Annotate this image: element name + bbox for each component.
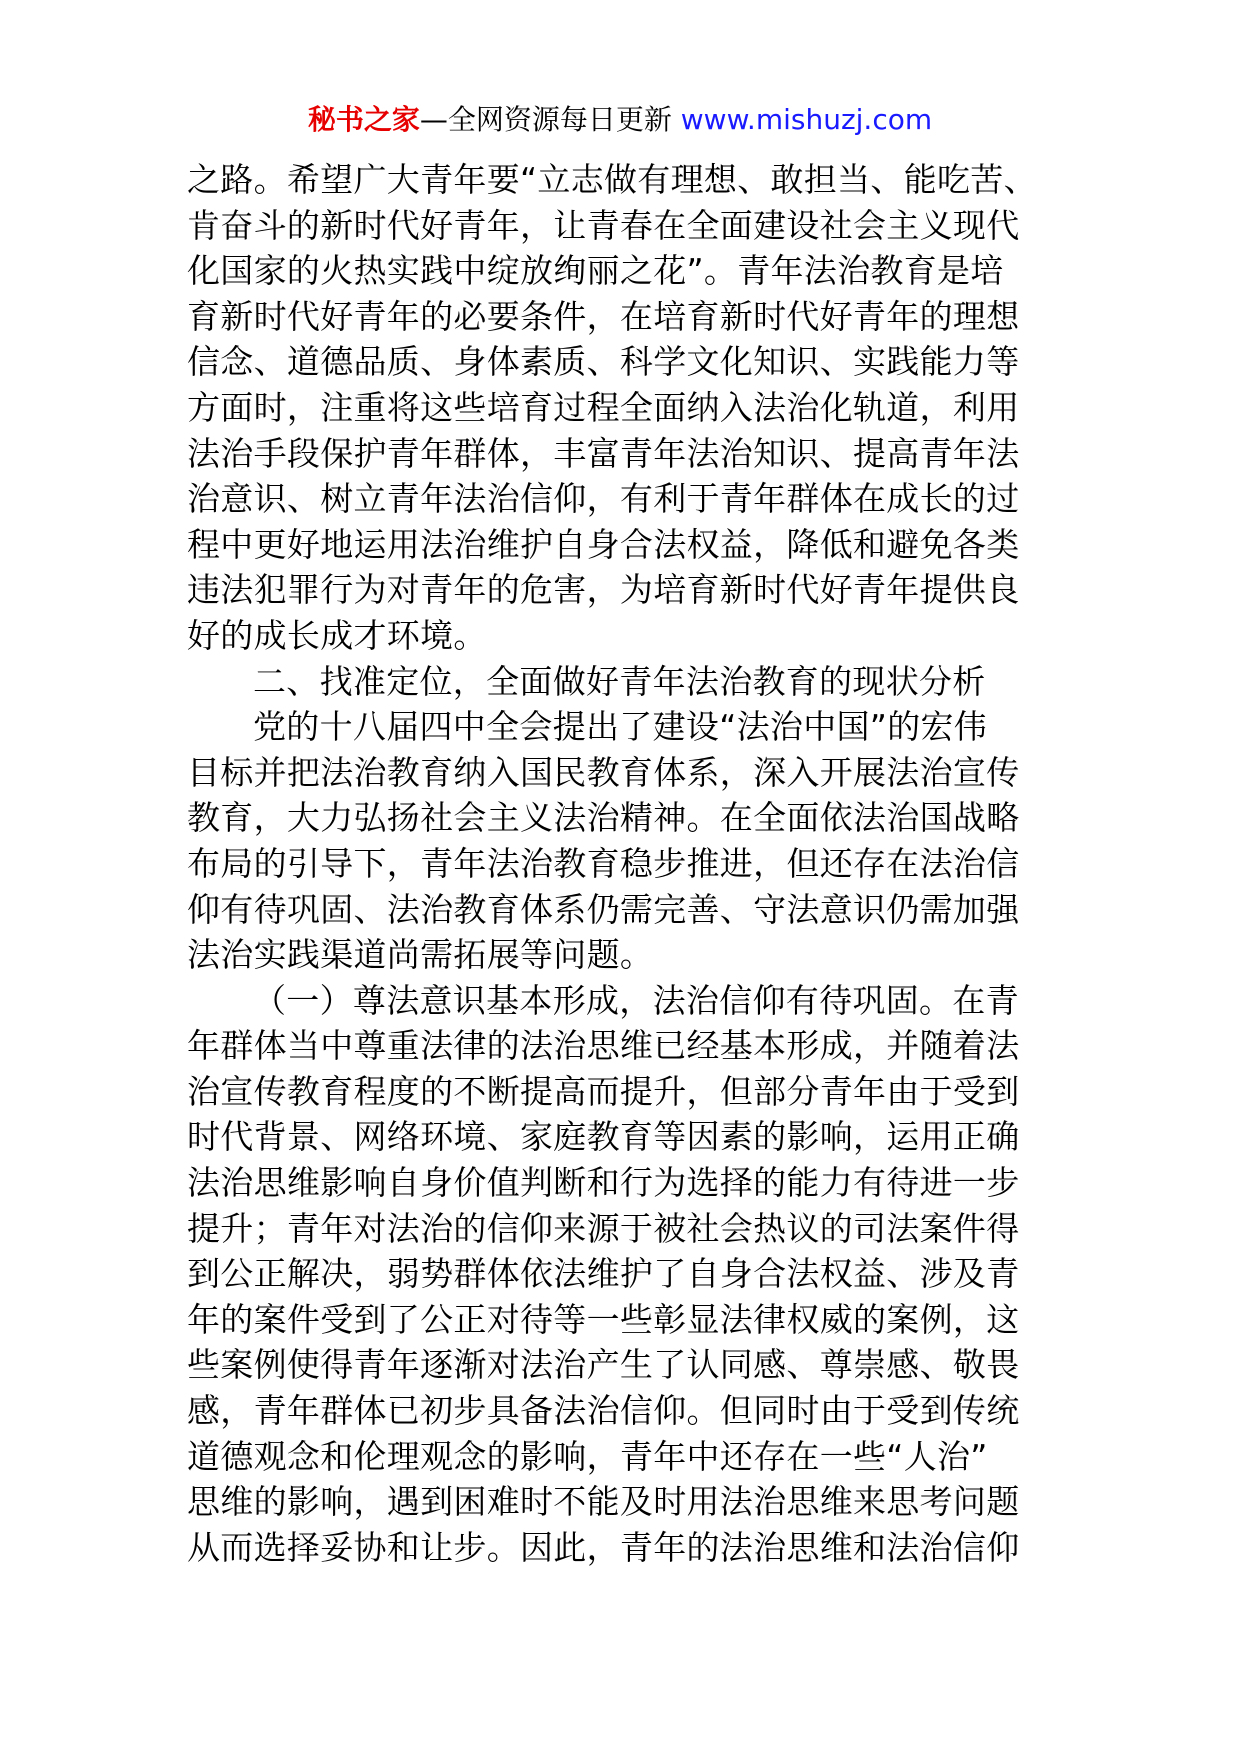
site-url-link[interactable]: www.mishuzj.com	[680, 103, 933, 136]
text-line: 教育，大力弘扬社会主义法治精神。在全面依法治国战略	[187, 798, 1020, 838]
text-line: 从而选择妥协和让步。因此，青年的法治思维和法治信仰	[187, 1527, 1020, 1567]
text-line: 治意识、树立青年法治信仰，有利于青年群体在成长的过	[187, 479, 1020, 519]
text-line: 信念、道德品质、身体素质、科学文化知识、实践能力等	[187, 342, 1020, 382]
text-line: 化国家的火热实践中绽放绚丽之花”。青年法治教育是培	[187, 251, 1004, 291]
text-line: 违法犯罪行为对青年的危害，为培育新时代好青年提供良	[187, 570, 1020, 610]
text-line: 到公正解决，弱势群体依法维护了自身合法权益、涉及青	[187, 1254, 1020, 1294]
page-header	[0, 100, 1240, 140]
text-line: 提升；青年对法治的信仰来源于被社会热议的司法案件得	[187, 1208, 1020, 1248]
text-line: 仰有待巩固、法治教育体系仍需完善、守法意识仍需加强	[187, 889, 1020, 929]
text-line: 道德观念和伦理观念的影响，青年中还存在一些“人治”	[187, 1436, 988, 1476]
site-tagline: —全网资源每日更新	[419, 103, 681, 136]
text-line: 肯奋斗的新时代好青年，让青春在全面建设社会主义现代	[187, 205, 1020, 245]
document-body	[187, 157, 1067, 1570]
text-line: 好的成长成才环境。	[187, 615, 487, 655]
text-line: 年群体当中尊重法律的法治思维已经基本形成，并随着法	[187, 1026, 1020, 1066]
text-line: 法治手段保护青年群体，丰富青年法治知识、提高青年法	[187, 433, 1020, 473]
text-line: 目标并把法治教育纳入国民教育体系，深入开展法治宣传	[187, 752, 1020, 792]
section-heading: 二、找准定位，全面做好青年法治教育的现状分析	[253, 661, 986, 701]
site-brand: 秘书之家	[307, 103, 420, 136]
text-line: 年的案件受到了公正对待等一些彰显法律权威的案例，这	[187, 1299, 1020, 1339]
text-line: 治宣传教育程度的不断提高而提升，但部分青年由于受到	[187, 1071, 1020, 1111]
subsection-heading-line: （一）尊法意识基本形成，法治信仰有待巩固。在青	[253, 980, 1019, 1020]
text-line: 方面时，注重将这些培育过程全面纳入法治化轨道，利用	[187, 387, 1020, 427]
text-line: 党的十八届四中全会提出了建设“法治中国”的宏伟	[253, 707, 988, 747]
text-line: 程中更好地运用法治维护自身合法权益，降低和避免各类	[187, 524, 1020, 564]
text-line: 之路。希望广大青年要“立志做有理想、敢担当、能吃苦、	[187, 160, 1037, 199]
text-line: 感，青年群体已初步具备法治信仰。但同时由于受到传统	[187, 1391, 1020, 1431]
text-line: 法治思维影响自身价值判断和行为选择的能力有待进一步	[187, 1163, 1020, 1203]
text-line: 育新时代好青年的必要条件，在培育新时代好青年的理想	[187, 296, 1020, 336]
text-line: 思维的影响，遇到困难时不能及时用法治思维来思考问题	[187, 1482, 1020, 1522]
text-line: 时代背景、网络环境、家庭教育等因素的影响，运用正确	[187, 1117, 1020, 1157]
text-line: 些案例使得青年逐渐对法治产生了认同感、尊崇感、敬畏	[187, 1345, 1020, 1385]
text-line: 布局的引导下，青年法治教育稳步推进，但还存在法治信	[187, 843, 1020, 883]
text-line: 法治实践渠道尚需拓展等问题。	[187, 935, 654, 975]
